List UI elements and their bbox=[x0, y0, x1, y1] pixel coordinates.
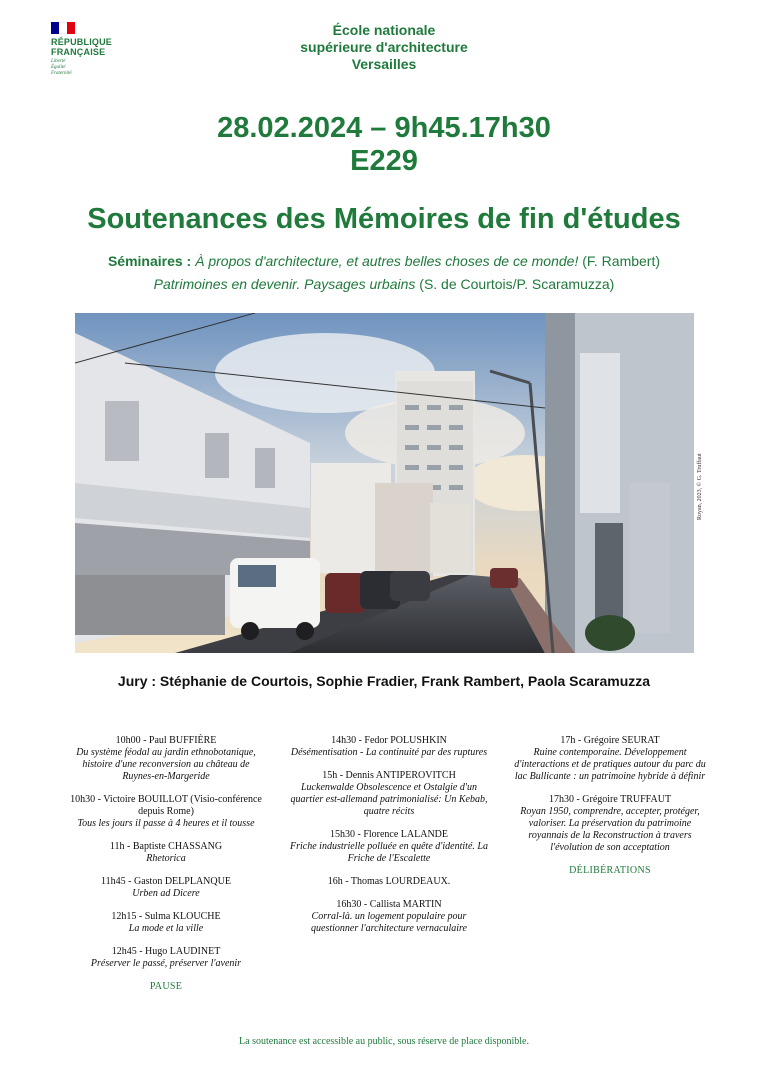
seminar1-author: (F. Rambert) bbox=[578, 253, 661, 269]
schedule-entry bbox=[289, 735, 489, 759]
schedule-entry bbox=[66, 946, 266, 970]
speaker: 16h30 - Callista MARTIN bbox=[336, 899, 442, 910]
page-title: Soutenances des Mémoires de fin d'études bbox=[87, 203, 681, 235]
schedule-entry bbox=[510, 735, 710, 783]
seminar2-title: Patrimoines en devenir. Paysages urbains bbox=[153, 276, 416, 292]
seminar-line2 bbox=[0, 273, 768, 296]
thesis-title: Désémentisation - La continuité par des ruptures bbox=[290, 747, 488, 758]
thesis-title: Royan 1950, comprendre, accepter, protéger, valoriser. La préservation du patrimoine royannais de la Reconstruction à travers l'évolution de son acceptation bbox=[520, 806, 700, 853]
speaker: 12h45 - Hugo LAUDINET bbox=[111, 946, 221, 957]
speaker: 11h45 - Gaston DELPLANQUE bbox=[101, 876, 231, 887]
seminar1-title: À propos d'architecture, et autres belles choses de ce monde! bbox=[195, 253, 579, 269]
speaker: 11h - Baptiste CHASSANG bbox=[109, 841, 223, 852]
seminar2-author: (S. de Courtois/P. Scaramuzza) bbox=[415, 276, 615, 292]
schedule-column-2 bbox=[289, 735, 489, 946]
schedule-entry bbox=[289, 829, 489, 865]
thesis-title: Préserver le passé, préserver l'avenir bbox=[90, 958, 242, 969]
thesis-title: Urben ad Dicere bbox=[132, 888, 200, 899]
event-datetime bbox=[0, 112, 768, 178]
speaker: 16h - Thomas LOURDEAUX. bbox=[327, 876, 451, 887]
schedule-column-3 bbox=[510, 735, 710, 877]
thesis-title: Rhetorica bbox=[146, 853, 186, 864]
schedule-entry bbox=[289, 876, 489, 888]
speaker: 15h30 - Florence LALANDE bbox=[329, 829, 449, 840]
school-line1: École nationale bbox=[332, 22, 436, 38]
thesis-title: La mode et la ville bbox=[128, 923, 204, 934]
thesis-title: Du système féodal au jardin ethnobotanique, histoire d'une reconversion au château de Ruynes-en-Margeride bbox=[76, 747, 256, 782]
speaker: 10h00 - Paul BUFFIÈRE bbox=[115, 735, 217, 746]
schedule-entry bbox=[66, 794, 266, 830]
photo-credit-text: Royan, 2023, © G. Truffaut bbox=[697, 453, 703, 520]
deliberations-label: DÉLIBÉRATIONS bbox=[569, 865, 651, 876]
thesis-title: Luckenwalde Obsolescence et Ostalgie d'un quartier est-allemand patrimonialisé: Un Kebab, quatre récits bbox=[290, 782, 488, 817]
schedule-entry bbox=[289, 770, 489, 818]
schedule-entry bbox=[66, 876, 266, 900]
speaker: 12h15 - Sulma KLOUCHE bbox=[111, 911, 221, 922]
schedule-entry bbox=[510, 794, 710, 854]
motto-egalite: Égalité bbox=[51, 65, 66, 70]
thesis-title: Tous les jours il passe à 4 heures et il tousse bbox=[77, 818, 255, 829]
speaker: 14h30 - Fedor POLUSHKIN bbox=[331, 735, 447, 746]
schedule-column-1 bbox=[66, 735, 266, 993]
break-label: PAUSE bbox=[149, 981, 183, 992]
logo-line1: RÉPUBLIQUE bbox=[51, 37, 113, 47]
school-name bbox=[0, 22, 768, 73]
jury: Jury : Stéphanie de Courtois, Sophie Fradier, Frank Rambert, Paola Scaramuzza bbox=[117, 673, 651, 689]
motto-liberte: Liberté bbox=[51, 59, 66, 64]
schedule-entry bbox=[66, 911, 266, 935]
logo-line2: FRANÇAISE bbox=[51, 47, 106, 57]
event-date: 28.02.2024 – 9h45.17h30 bbox=[217, 112, 551, 144]
school-line3: Versailles bbox=[351, 56, 417, 72]
seminar-line1 bbox=[0, 250, 768, 273]
seminars bbox=[0, 250, 768, 296]
schedule-entry bbox=[66, 841, 266, 865]
speaker: 15h - Dennis ANTIPEROVITCH bbox=[322, 770, 456, 781]
speaker: 10h30 - Victoire BOUILLOT (Visio-conférence depuis Rome) bbox=[70, 794, 262, 817]
seminars-prefix: Séminaires : bbox=[107, 253, 196, 269]
thesis-title: Corral-là. un logement populaire pour questionner l'architecture vernaculaire bbox=[311, 911, 467, 934]
thesis-title: Friche industrielle polluée en quête d'identité. La Friche de l'Escalette bbox=[290, 841, 488, 864]
thesis-title: Ruine contemporaine. Développement d'interactions et de pratiques autour du parc du lac Bullicante : un patrimoine hybride à définir bbox=[514, 747, 706, 782]
photo-credit bbox=[697, 440, 709, 520]
school-line2: supérieure d'architecture bbox=[300, 39, 468, 55]
event-room: E229 bbox=[350, 145, 418, 177]
schedule-entry bbox=[66, 735, 266, 783]
schedule-entry bbox=[289, 899, 489, 935]
street-photo bbox=[75, 313, 694, 653]
speaker: 17h30 - Grégoire TRUFFAUT bbox=[548, 794, 672, 805]
motto-fraternite: Fraternité bbox=[51, 71, 72, 76]
speaker: 17h - Grégoire SEURAT bbox=[560, 735, 660, 746]
footer-note: La soutenance est accessible au public, sous réserve de place disponible. bbox=[239, 1036, 529, 1047]
